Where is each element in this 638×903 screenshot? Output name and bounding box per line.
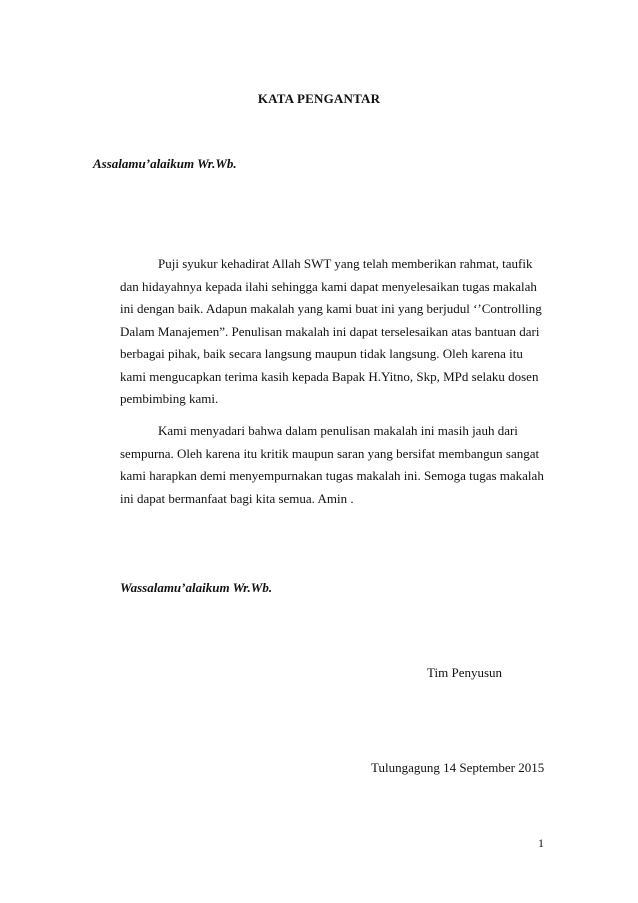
page-number: 1 <box>538 836 544 850</box>
place-and-date: Tulungagung 14 September 2015 <box>371 760 545 775</box>
closing-greeting: Wassalamu’alaikum Wr.Wb. <box>120 580 273 595</box>
page-title: KATA PENGANTAR <box>257 91 381 106</box>
author-signature: Tim Penyusun <box>427 665 503 680</box>
opening-greeting: Assalamu’alaikum Wr.Wb. <box>93 156 237 171</box>
body-paragraph-2: Kami menyadari bahwa dalam penulisan makalah ini masih jauh dari sempurna. Oleh karena itu kritik maupun saran yang bersifat membangun sangat kami harapkan demi menyempurnakan tugas makalah ini. Semoga tugas makalah ini dapat bermanfaat bagi kita semua. Amin . <box>120 423 544 506</box>
body-paragraph-1: Puji syukur kehadirat Allah SWT yang telah memberikan rahmat, taufik dan hidayahnya kepada ilahi sehingga kami dapat menyelesaikan tugas makalah ini dengan baik. Adapun makalah yang kami buat ini yang berjudul ‘’Controlling Dalam Manajemen”. Penulisan makalah ini dapat terselesaikan atas bantuan dari berbagai pihak, baik secara langsung maupun tidak langsung. Oleh karena itu kami mengucapkan terima kasih kepada Bapak H.Yitno, Skp, MPd selaku dosen pembimbing kami. <box>120 256 542 406</box>
